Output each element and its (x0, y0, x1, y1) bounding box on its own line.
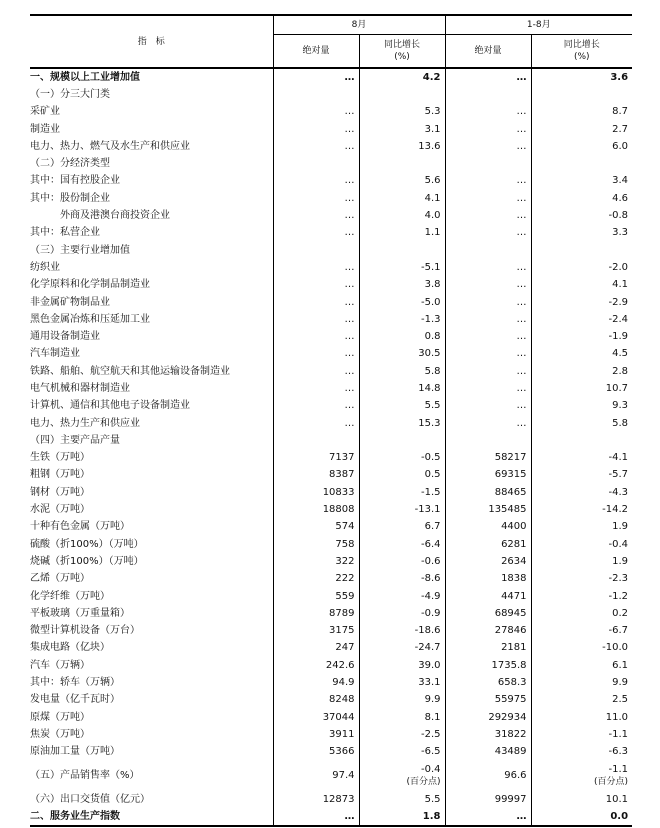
table-row (30, 467, 632, 484)
jan-aug-absolute-cell: … (445, 207, 531, 224)
aug-absolute-cell: … (273, 190, 359, 207)
jan-aug-yoy-cell: 4.1 (531, 277, 632, 294)
jan-aug-yoy-cell: 9.9 (531, 674, 632, 691)
row-label: 生铁（万吨） (30, 452, 90, 464)
aug-absolute-cell: … (273, 277, 359, 294)
table-row (30, 761, 632, 791)
row-label: 外商及港澳台商投资企业 (30, 210, 170, 222)
table-row (30, 692, 632, 709)
jan-aug-yoy-cell: 3.6 (531, 68, 632, 86)
jan-aug-absolute-cell: 6281 (445, 536, 531, 553)
aug-absolute-cell: 574 (273, 519, 359, 536)
aug-absolute-cell: 3175 (273, 623, 359, 640)
aug-yoy-cell: -6.4 (359, 536, 445, 553)
row-label: 集成电路（亿块） (30, 642, 110, 654)
table-row (30, 553, 632, 570)
jan-aug-yoy-cell: -1.9 (531, 328, 632, 345)
aug-yoy-cell: -0.9 (359, 605, 445, 622)
jan-aug-absolute-header: 绝对量 (445, 35, 531, 69)
row-label: 硫酸（折100%）（万吨） (30, 538, 144, 550)
jan-aug-absolute-cell: 31822 (445, 726, 531, 743)
jan-aug-absolute-cell (445, 155, 531, 172)
jan-aug-absolute-cell: 292934 (445, 709, 531, 726)
row-label: 钢材（万吨） (30, 486, 90, 498)
aug-absolute-cell: 10833 (273, 484, 359, 501)
aug-yoy-cell: -1.3 (359, 311, 445, 328)
aug-yoy-cell: 30.5 (359, 346, 445, 363)
table-row (30, 259, 632, 276)
jan-aug-yoy-cell: 3.4 (531, 173, 632, 190)
row-label: 十种有色金属（万吨） (30, 521, 130, 533)
jan-aug-absolute-cell: 68945 (445, 605, 531, 622)
table-row (30, 501, 632, 518)
row-label: 电气机械和器材制造业 (30, 382, 130, 394)
jan-aug-absolute-cell: … (445, 277, 531, 294)
aug-yoy-cell: 14.8 (359, 380, 445, 397)
jan-aug-header: 1-8月 (445, 15, 632, 35)
jan-aug-yoy-cell: 6.1 (531, 657, 632, 674)
aug-yoy-cell: 4.0 (359, 207, 445, 224)
jan-aug-absolute-cell: … (445, 225, 531, 242)
jan-aug-yoy-cell: 0.0 (531, 808, 632, 826)
aug-yoy-cell (359, 155, 445, 172)
jan-aug-yoy-cell: 4.5 (531, 346, 632, 363)
table-row (30, 173, 632, 190)
aug-yoy-cell: -5.0 (359, 294, 445, 311)
jan-aug-yoy-cell: 8.7 (531, 104, 632, 121)
jan-aug-absolute-cell: 88465 (445, 484, 531, 501)
aug-absolute-cell: … (273, 225, 359, 242)
jan-aug-absolute-cell (445, 86, 531, 103)
aug-yoy-cell: -18.6 (359, 623, 445, 640)
jan-aug-absolute-cell: 135485 (445, 501, 531, 518)
jan-aug-absolute-cell: 2634 (445, 553, 531, 570)
table-row (30, 674, 632, 691)
jan-aug-yoy-header: 同比增长 (%) (531, 35, 632, 69)
aug-yoy-cell: 0.8 (359, 328, 445, 345)
jan-aug-yoy-cell: -4.1 (531, 450, 632, 467)
jan-aug-yoy-cell: -6.7 (531, 623, 632, 640)
jan-aug-absolute-cell: 96.6 (445, 761, 531, 791)
aug-yoy-cell: -24.7 (359, 640, 445, 657)
jan-aug-absolute-cell: 99997 (445, 791, 531, 808)
table-row (30, 380, 632, 397)
row-label: 电力、热力、燃气及水生产和供应业 (30, 140, 190, 152)
row-label: （二）分经济类型 (30, 158, 110, 170)
jan-aug-absolute-cell: 69315 (445, 467, 531, 484)
aug-yoy-cell: 8.1 (359, 709, 445, 726)
table-row (30, 808, 632, 826)
aug-absolute-cell: 8248 (273, 692, 359, 709)
jan-aug-absolute-cell: … (445, 380, 531, 397)
row-label: 铁路、船舶、航空航天和其他运输设备制造业 (30, 365, 230, 377)
jan-aug-absolute-cell: … (445, 398, 531, 415)
row-label: 其中：股份制企业 (30, 192, 110, 204)
row-label: 采矿业 (30, 106, 60, 118)
aug-yoy-cell: -8.6 (359, 571, 445, 588)
aug-absolute-cell: … (273, 311, 359, 328)
row-label: 通用设备制造业 (30, 331, 100, 343)
jan-aug-yoy-cell: 0.2 (531, 605, 632, 622)
table-row (30, 328, 632, 345)
table-row (30, 138, 632, 155)
row-label: 汽车（万辆） (30, 659, 90, 671)
jan-aug-yoy-cell: -1.1 (531, 726, 632, 743)
aug-absolute-cell: … (273, 104, 359, 121)
table-row (30, 104, 632, 121)
jan-aug-absolute-cell: … (445, 294, 531, 311)
row-label: 制造业 (30, 123, 60, 135)
jan-aug-absolute-cell: 55975 (445, 692, 531, 709)
row-label: （一）分三大门类 (30, 88, 110, 100)
jan-aug-absolute-cell: … (445, 346, 531, 363)
table-row (30, 277, 632, 294)
aug-absolute-cell: … (273, 415, 359, 432)
table-row (30, 363, 632, 380)
row-label: 烧碱（折100%）（万吨） (30, 555, 144, 567)
table-row (30, 190, 632, 207)
jan-aug-yoy-cell: -1.1 (百分点) (531, 761, 632, 791)
jan-aug-absolute-cell: 2181 (445, 640, 531, 657)
jan-aug-absolute-cell: … (445, 311, 531, 328)
jan-aug-yoy-cell: 2.8 (531, 363, 632, 380)
jan-aug-absolute-cell: … (445, 415, 531, 432)
aug-absolute-cell: 758 (273, 536, 359, 553)
row-label: 一、规模以上工业增加值 (30, 71, 140, 83)
aug-absolute-cell: … (273, 138, 359, 155)
jan-aug-yoy-cell: -0.4 (531, 536, 632, 553)
aug-absolute-cell (273, 155, 359, 172)
row-label: 黑色金属冶炼和压延加工业 (30, 313, 150, 325)
jan-aug-absolute-cell: 43489 (445, 744, 531, 761)
table-row (30, 398, 632, 415)
aug-absolute-cell: … (273, 207, 359, 224)
aug-yoy-header: 同比增长 (%) (359, 35, 445, 69)
aug-yoy-cell: -0.6 (359, 553, 445, 570)
table-header (30, 15, 632, 68)
aug-yoy-cell: 9.9 (359, 692, 445, 709)
table-row (30, 571, 632, 588)
jan-aug-yoy-cell: 9.3 (531, 398, 632, 415)
jan-aug-absolute-cell (445, 242, 531, 259)
aug-absolute-cell: … (273, 173, 359, 190)
row-label: 乙烯（万吨） (30, 573, 90, 585)
table-row (30, 415, 632, 432)
jan-aug-yoy-cell: 2.7 (531, 121, 632, 138)
jan-aug-yoy-cell: -2.0 (531, 259, 632, 276)
table-row (30, 623, 632, 640)
table-row (30, 86, 632, 103)
row-label: 其中：轿车（万辆） (30, 677, 120, 689)
jan-aug-absolute-cell: 1838 (445, 571, 531, 588)
jan-aug-absolute-cell: 658.3 (445, 674, 531, 691)
row-label: 其中：国有控股企业 (30, 175, 120, 187)
row-label: （五）产品销售率（%） (30, 769, 140, 781)
jan-aug-absolute-cell: 1735.8 (445, 657, 531, 674)
row-label: 焦炭（万吨） (30, 728, 90, 740)
aug-absolute-cell: … (273, 398, 359, 415)
jan-aug-yoy-cell: 10.7 (531, 380, 632, 397)
table-row (30, 640, 632, 657)
table-row (30, 311, 632, 328)
aug-absolute-cell: 37044 (273, 709, 359, 726)
table-row (30, 207, 632, 224)
indicator-header: 指 标 (137, 36, 165, 47)
aug-absolute-cell: 5366 (273, 744, 359, 761)
aug-yoy-cell (359, 242, 445, 259)
aug-yoy-cell: 1.8 (359, 808, 445, 826)
jan-aug-absolute-cell: … (445, 104, 531, 121)
aug-yoy-cell: -0.5 (359, 450, 445, 467)
table-row (30, 155, 632, 172)
aug-yoy-cell: 5.5 (359, 791, 445, 808)
aug-absolute-cell: … (273, 121, 359, 138)
jan-aug-yoy-cell: 3.3 (531, 225, 632, 242)
table-row (30, 744, 632, 761)
row-label: 原煤（万吨） (30, 711, 90, 723)
table-row (30, 432, 632, 449)
table-row (30, 726, 632, 743)
aug-absolute-header: 绝对量 (273, 35, 359, 69)
aug-absolute-cell: 8789 (273, 605, 359, 622)
aug-yoy-cell (359, 86, 445, 103)
jan-aug-yoy-cell: 4.6 (531, 190, 632, 207)
aug-yoy-cell: 13.6 (359, 138, 445, 155)
jan-aug-yoy-cell: 11.0 (531, 709, 632, 726)
jan-aug-yoy-cell (531, 155, 632, 172)
aug-yoy-cell: 33.1 (359, 674, 445, 691)
jan-aug-absolute-cell: … (445, 259, 531, 276)
row-label: 水泥（万吨） (30, 504, 90, 516)
table-row (30, 519, 632, 536)
aug-absolute-cell: 3911 (273, 726, 359, 743)
jan-aug-yoy-cell: 1.9 (531, 553, 632, 570)
aug-absolute-cell: … (273, 68, 359, 86)
row-label: （六）出口交货值（亿元） (30, 793, 150, 805)
industrial-statistics-table (30, 14, 632, 827)
aug-absolute-cell: 8387 (273, 467, 359, 484)
aug-absolute-cell: … (273, 363, 359, 380)
aug-yoy-cell: 5.5 (359, 398, 445, 415)
jan-aug-yoy-cell: -2.4 (531, 311, 632, 328)
jan-aug-absolute-cell: … (445, 173, 531, 190)
row-label: 原油加工量（万吨） (30, 746, 120, 758)
aug-yoy-cell: 4.2 (359, 68, 445, 86)
aug-absolute-cell: 242.6 (273, 657, 359, 674)
jan-aug-yoy-cell: -1.2 (531, 588, 632, 605)
jan-aug-yoy-cell: 1.9 (531, 519, 632, 536)
table-row (30, 588, 632, 605)
jan-aug-absolute-cell: … (445, 121, 531, 138)
aug-yoy-cell: 5.3 (359, 104, 445, 121)
jan-aug-yoy-cell (531, 242, 632, 259)
jan-aug-absolute-cell: 27846 (445, 623, 531, 640)
row-label: 粗钢（万吨） (30, 469, 90, 481)
aug-yoy-cell: 5.6 (359, 173, 445, 190)
aug-yoy-cell: -4.9 (359, 588, 445, 605)
jan-aug-absolute-cell: 4400 (445, 519, 531, 536)
aug-absolute-cell: 559 (273, 588, 359, 605)
row-label: 化学原料和化学制品制造业 (30, 279, 150, 291)
aug-absolute-cell (273, 432, 359, 449)
row-label: 其中：私营企业 (30, 227, 100, 239)
aug-absolute-cell (273, 86, 359, 103)
jan-aug-absolute-cell: … (445, 138, 531, 155)
table-row (30, 657, 632, 674)
row-label: （四）主要产品产量 (30, 434, 120, 446)
aug-yoy-cell: -5.1 (359, 259, 445, 276)
jan-aug-yoy-cell: 2.5 (531, 692, 632, 709)
row-label: 非金属矿物制品业 (30, 296, 110, 308)
aug-absolute-cell: 12873 (273, 791, 359, 808)
aug-yoy-cell: 39.0 (359, 657, 445, 674)
aug-yoy-cell: 1.1 (359, 225, 445, 242)
table-row (30, 346, 632, 363)
jan-aug-absolute-cell: … (445, 328, 531, 345)
aug-yoy-cell: 5.8 (359, 363, 445, 380)
aug-absolute-cell: … (273, 259, 359, 276)
jan-aug-yoy-cell: -5.7 (531, 467, 632, 484)
row-label: 汽车制造业 (30, 348, 80, 360)
table-row (30, 242, 632, 259)
row-label: 纺织业 (30, 261, 60, 273)
jan-aug-yoy-cell (531, 432, 632, 449)
jan-aug-yoy-cell: -2.3 (531, 571, 632, 588)
aug-yoy-cell: -2.5 (359, 726, 445, 743)
table-row (30, 121, 632, 138)
jan-aug-yoy-cell: 10.1 (531, 791, 632, 808)
aug-absolute-cell: … (273, 380, 359, 397)
table-row (30, 536, 632, 553)
aug-yoy-cell: -1.5 (359, 484, 445, 501)
table-row (30, 605, 632, 622)
aug-yoy-cell: 0.5 (359, 467, 445, 484)
jan-aug-yoy-cell: 6.0 (531, 138, 632, 155)
aug-absolute-cell: … (273, 328, 359, 345)
jan-aug-yoy-cell: -2.9 (531, 294, 632, 311)
table-row (30, 709, 632, 726)
aug-absolute-cell: 247 (273, 640, 359, 657)
aug-yoy-cell: -6.5 (359, 744, 445, 761)
row-label: 电力、热力生产和供应业 (30, 417, 140, 429)
table-row (30, 68, 632, 86)
row-label: 二、服务业生产指数 (30, 808, 273, 826)
row-label: 计算机、通信和其他电子设备制造业 (30, 400, 190, 412)
aug-absolute-cell: 322 (273, 553, 359, 570)
jan-aug-yoy-cell: -14.2 (531, 501, 632, 518)
table-row (30, 294, 632, 311)
aug-yoy-cell: 15.3 (359, 415, 445, 432)
table-row (30, 225, 632, 242)
aug-yoy-cell: -0.4 (百分点) (359, 761, 445, 791)
aug-yoy-cell: 3.8 (359, 277, 445, 294)
aug-yoy-cell: 3.1 (359, 121, 445, 138)
aug-yoy-cell: -13.1 (359, 501, 445, 518)
jan-aug-absolute-cell (445, 432, 531, 449)
aug-absolute-cell (273, 242, 359, 259)
jan-aug-yoy-cell: -4.3 (531, 484, 632, 501)
table-row (30, 484, 632, 501)
jan-aug-absolute-cell: … (445, 190, 531, 207)
jan-aug-yoy-cell: 5.8 (531, 415, 632, 432)
jan-aug-absolute-cell: 58217 (445, 450, 531, 467)
aug-absolute-cell: 7137 (273, 450, 359, 467)
jan-aug-yoy-cell: -6.3 (531, 744, 632, 761)
aug-absolute-cell: … (273, 346, 359, 363)
row-label: 化学纤维（万吨） (30, 590, 110, 602)
aug-absolute-cell: … (273, 808, 359, 826)
jan-aug-absolute-cell: … (445, 808, 531, 826)
aug-yoy-cell (359, 432, 445, 449)
row-label: 微型计算机设备（万台） (30, 625, 140, 637)
table-row (30, 791, 632, 808)
aug-absolute-cell: 18808 (273, 501, 359, 518)
aug-absolute-cell: 222 (273, 571, 359, 588)
table-body (30, 68, 632, 826)
row-label: 平板玻璃（万重量箱） (30, 607, 130, 619)
aug-absolute-cell: 94.9 (273, 674, 359, 691)
jan-aug-absolute-cell: … (445, 363, 531, 380)
row-label: （三）主要行业增加值 (30, 244, 130, 256)
jan-aug-yoy-cell (531, 86, 632, 103)
aug-absolute-cell: … (273, 294, 359, 311)
aug-absolute-cell: 97.4 (273, 761, 359, 791)
jan-aug-yoy-cell: -0.8 (531, 207, 632, 224)
jan-aug-absolute-cell: … (445, 68, 531, 86)
august-header: 8月 (273, 15, 445, 35)
jan-aug-absolute-cell: 4471 (445, 588, 531, 605)
aug-yoy-cell: 6.7 (359, 519, 445, 536)
row-label: 发电量（亿千瓦时） (30, 694, 120, 706)
table-row (30, 450, 632, 467)
aug-yoy-cell: 4.1 (359, 190, 445, 207)
jan-aug-yoy-cell: -10.0 (531, 640, 632, 657)
